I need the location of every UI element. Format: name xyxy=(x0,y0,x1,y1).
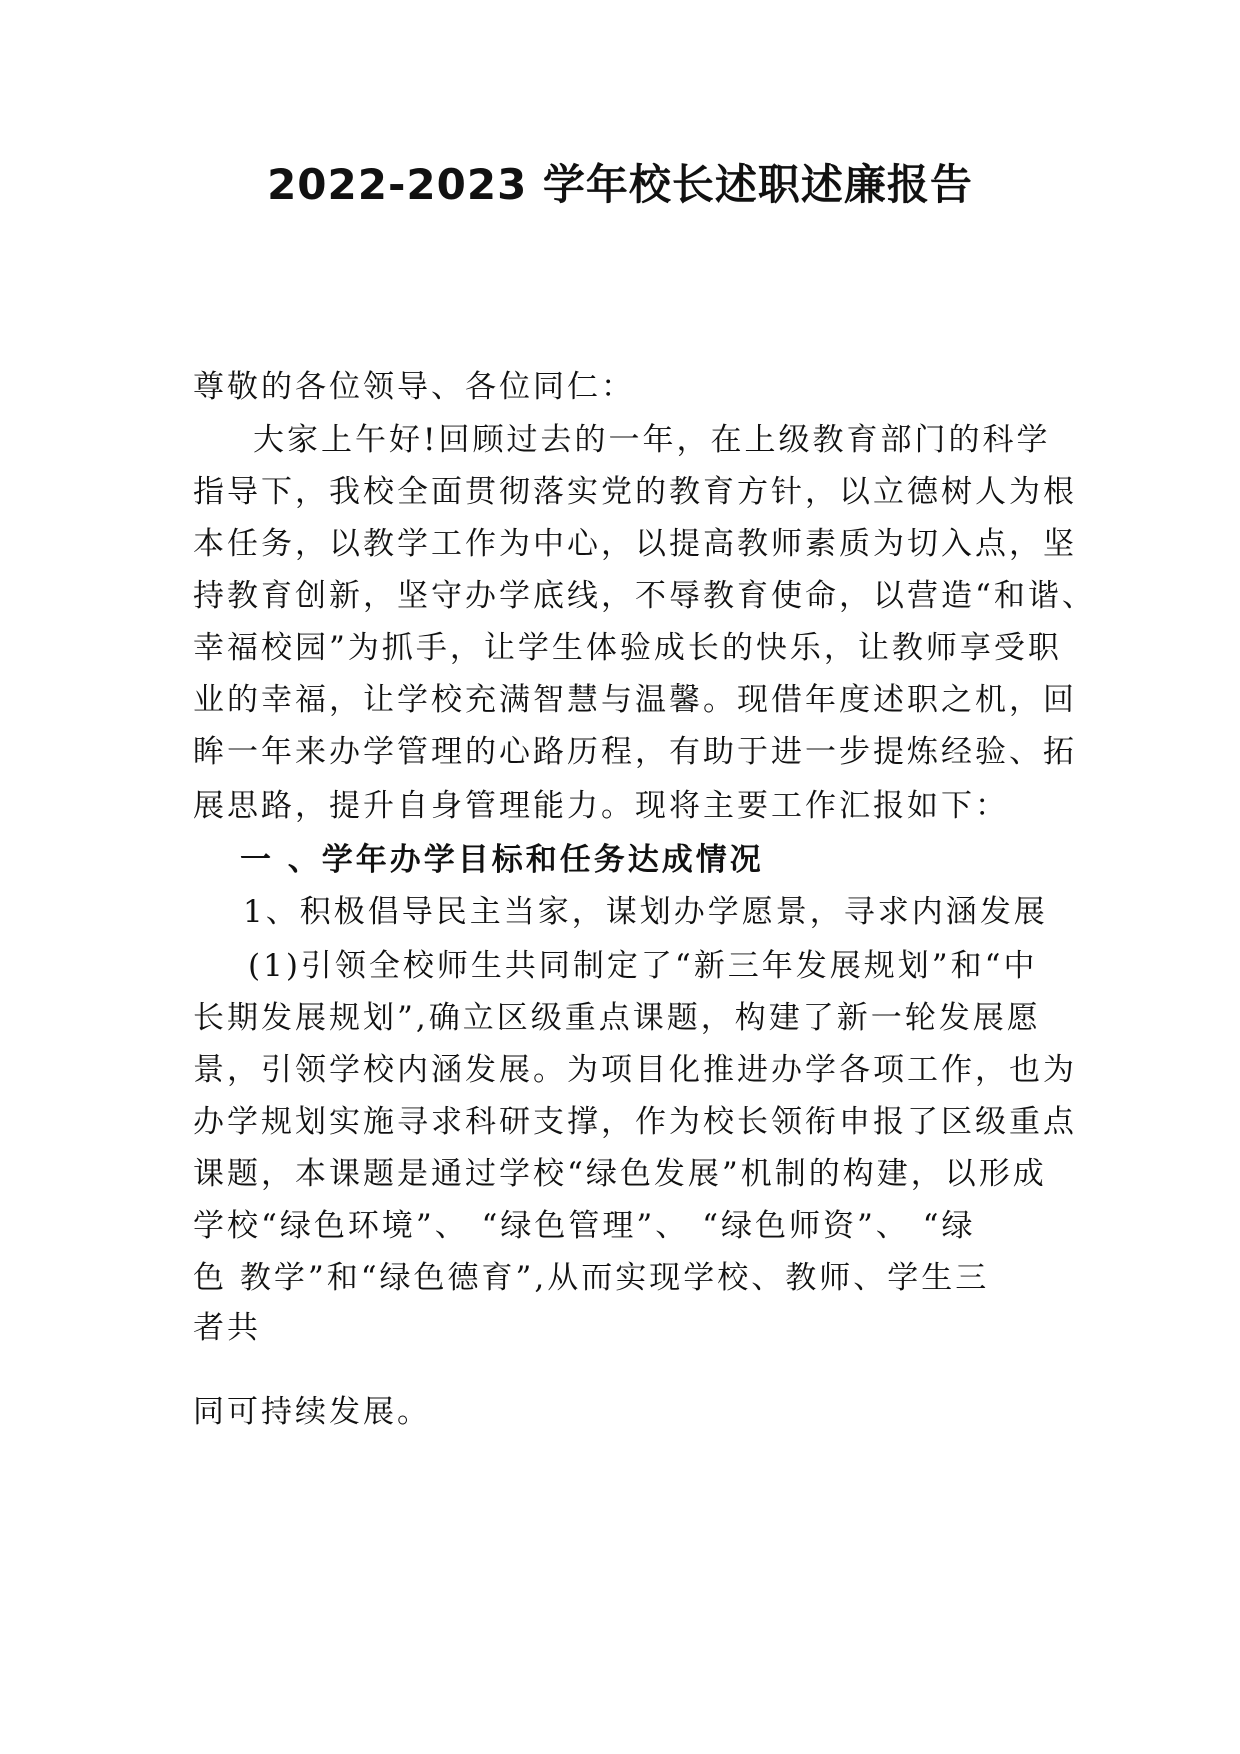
intro-line: 眸一年来办学管理的心路历程，有助于进一步提炼经验、拓 xyxy=(193,734,1077,770)
closing-line: 同可持续发展。 xyxy=(193,1394,431,1430)
intro-line: 展思路，提升自身管理能力。现将主要工作汇报如下： xyxy=(193,788,1009,824)
intro-line: 本任务，以教学工作为中心，以提高教师素质为切入点，坚 xyxy=(193,526,1077,562)
intro-line: 业的幸福，让学校充满智慧与温馨。现借年度述职之机，回 xyxy=(193,682,1077,718)
item-line: 景，引领学校内涵发展。为项目化推进办学各项工作，也为 xyxy=(193,1052,1077,1088)
item-line: 办学规划实施寻求科研支撑，作为校长领衔申报了区级重点 xyxy=(193,1104,1077,1140)
item-line: 长期发展规划”,确立区级重点课题，构建了新一轮发展愿 xyxy=(193,1000,1041,1036)
intro-line: 指导下，我校全面贯彻落实党的教育方针，以立德树人为根 xyxy=(193,474,1077,510)
item-line: 者共 xyxy=(193,1310,261,1346)
intro-line: 持教育创新，坚守办学底线，不辱教育使命，以营造“和谐、 xyxy=(193,578,1096,614)
item-line: (1)引领全校师生共同制定了“新三年发展规划”和“中 xyxy=(248,948,1038,984)
greeting: 尊敬的各位领导、各位同仁： xyxy=(193,369,635,405)
document-title: 2022-2023 学年校长述职述廉报告 xyxy=(267,160,973,209)
item-line: 课题，本课题是通过学校“绿色发展”机制的构建，以形成 xyxy=(193,1156,1047,1192)
subsection-heading: 1、积极倡导民主当家，谋划办学愿景，寻求内涵发展 xyxy=(243,894,1048,930)
item-line: 色 教学”和“绿色德育”,从而实现学校、教师、学生三 xyxy=(193,1260,990,1296)
section-heading: 一 、学年办学目标和任务达成情况 xyxy=(240,842,764,878)
item-line: 学校“绿色环境”、 “绿色管理”、 “绿色师资”、 “绿 xyxy=(193,1208,976,1244)
intro-line: 幸福校园”为抓手，让学生体验成长的快乐，让教师享受职 xyxy=(193,630,1062,666)
intro-line: 大家上午好!回顾过去的一年，在上级教育部门的科学 xyxy=(253,422,1051,458)
